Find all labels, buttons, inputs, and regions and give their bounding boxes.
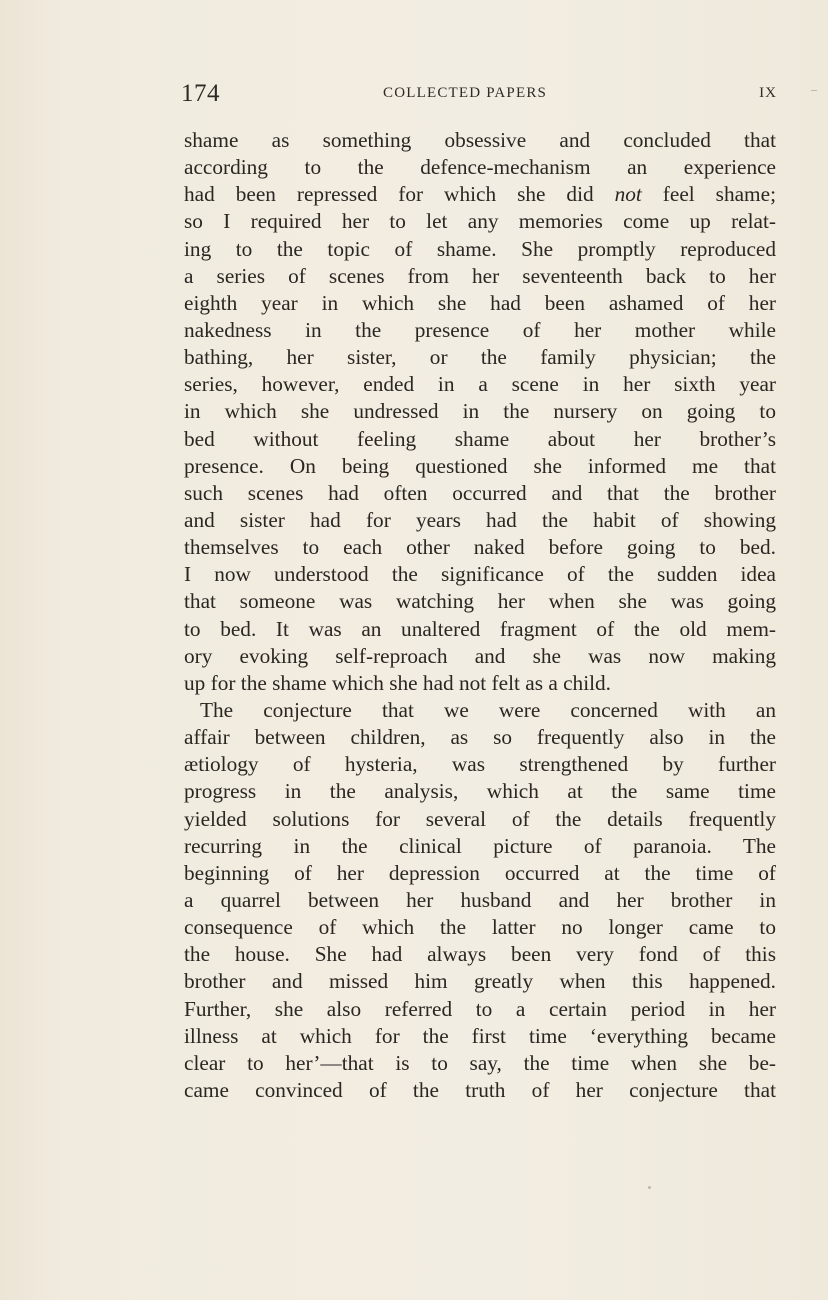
text-line: Further, she also referred to a certain period in her [184, 996, 776, 1021]
text-line: such scenes had often occurred and that the brother [184, 480, 776, 505]
text-line: yielded solutions for several of the details frequently [184, 806, 776, 831]
text-line: shame as something obsessive and concluded that [184, 128, 776, 152]
text-line: came convinced of the truth of her conjecture that [184, 1077, 776, 1102]
text-line: the house. She had always been very fond of this [184, 942, 776, 967]
text-segment: feel shame; [641, 182, 776, 207]
paper-speck [648, 1186, 651, 1189]
text-line: recurring in the clinical picture of paranoia. The [184, 833, 776, 858]
text-line: nakedness in the presence of her mother while [184, 317, 776, 342]
text-line: series, however, ended in a scene in her sixth year [184, 372, 776, 397]
text-line: progress in the analysis, which at the same time [184, 779, 776, 804]
text-line: so I required her to let any memories come up relat- [184, 209, 776, 234]
text-line: ætiology of hysteria, was strengthened by further [184, 752, 776, 777]
text-line [184, 181, 776, 208]
text-line: I now understood the significance of the sudden idea [184, 562, 776, 587]
text-line: consequence of which the latter no longer came to [184, 915, 776, 940]
text-segment: had been repressed for which she did [184, 182, 615, 207]
text-line: according to the defence-mechanism an experience [184, 155, 776, 180]
text-line: bed without feeling shame about her brother’s [184, 426, 776, 451]
text-line: ing to the topic of shame. She promptly reproduced [184, 236, 776, 261]
text-line: presence. On being questioned she informed me that [184, 453, 776, 478]
paper-speck [811, 90, 817, 91]
body-text [184, 127, 776, 1104]
text-line: beginning of her depression occurred at the time of [184, 860, 776, 885]
page-header [183, 80, 777, 110]
text-line: a quarrel between her husband and her brother in [184, 887, 776, 912]
text-line: bathing, her sister, or the family physician; the [184, 345, 776, 370]
text-line: affair between children, as so frequently also in the [184, 725, 776, 750]
page-number: 174 [181, 80, 220, 107]
text-line: in which she undressed in the nursery on going to [184, 399, 776, 424]
text-line: a series of scenes from her seventeenth back to her [184, 263, 776, 288]
text-line: brother and missed him greatly when this happened. [184, 969, 776, 994]
text-line: eighth year in which she had been ashamed of her [184, 290, 776, 315]
text-line: illness at which for the first time ‘everything became [184, 1023, 776, 1048]
chapter-number: IX [759, 85, 777, 101]
text-line: up for the shame which she had not felt as a child. [184, 670, 611, 695]
text-line: to bed. It was an unaltered fragment of the old mem- [184, 616, 776, 641]
text-line: that someone was watching her when she was going [184, 589, 776, 614]
text-line: ory evoking self-reproach and she was now making [184, 643, 776, 668]
text-line: clear to her’—that is to say, the time when she be- [184, 1050, 776, 1075]
text-line: The conjecture that we were concerned with an [200, 697, 776, 722]
text-line: and sister had for years had the habit of showing [184, 507, 776, 532]
italic-emphasis: not [614, 182, 642, 207]
running-title: COLLECTED PAPERS [383, 85, 548, 101]
text-line: themselves to each other naked before going to bed. [184, 535, 776, 560]
